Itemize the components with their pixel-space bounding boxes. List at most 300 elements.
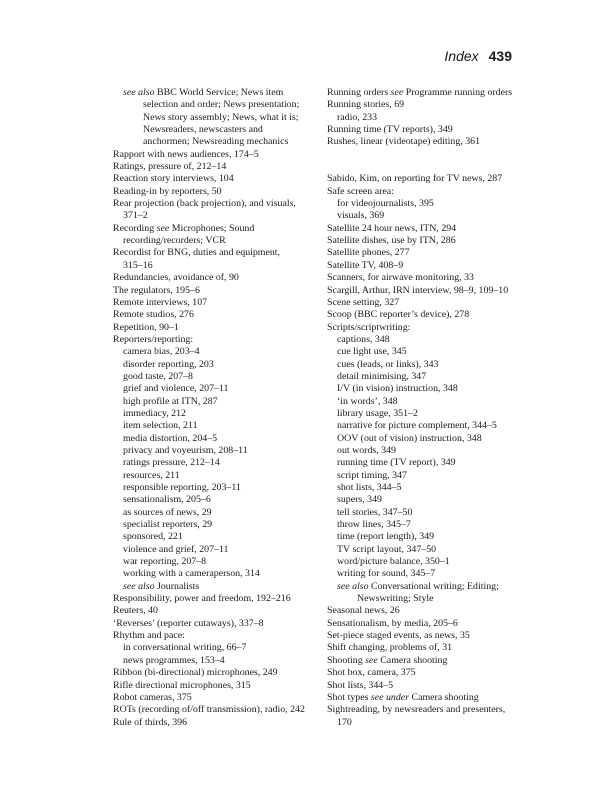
entry-text: I/V (in vision) instruction, 348 [337,383,458,395]
index-entry [327,667,529,679]
entry-text: working with a cameraperson, 314 [123,568,260,580]
index-subentry [123,87,313,149]
entry-text: The regulators, 195–6 [113,284,200,296]
index-subentry [337,507,529,519]
entry-line [123,407,313,420]
entry-line [327,309,529,321]
index-entry [327,704,529,729]
index-subentry [337,346,529,358]
entry-text: Scripts/scriptwriting: [327,321,411,333]
index-subentry [123,556,313,568]
entry-line [337,482,529,494]
entry-text: Rear projection (back projection), and visuals, [113,198,296,210]
entry-text: Recording [113,222,157,234]
entry-text: selection and order; News presentation; [143,99,300,111]
index-entry [113,605,313,617]
cross-reference-term: see also [337,580,369,592]
cross-reference-term: see under [370,691,410,703]
entry-line [337,210,529,222]
cross-reference-term: see [365,654,378,666]
entry-text: BBC World Service; News item [154,87,284,98]
entry-text: ‘in words’, 348 [337,395,398,407]
index-entry [113,173,313,185]
entry-line [123,543,313,556]
entry-text: disorder reporting, 203 [123,358,214,370]
index-entry [113,186,313,198]
entry-line [113,309,313,321]
index-entry [327,618,529,630]
index-entry [327,260,529,272]
entry-line [337,543,529,556]
entry-text: cue light use, 345 [337,346,407,358]
entry-line [113,605,313,617]
index-subentry [337,531,529,543]
entry-text: Reaction story interviews, 104 [113,173,234,185]
entry-line [113,593,313,605]
index-subentry [123,482,313,494]
entry-line [327,321,529,334]
entry-text: Newsreaders, newscasters and [143,124,263,136]
entry-line [327,642,529,654]
index-subentry [337,519,529,531]
running-header [444,48,512,64]
entry-text: anchormen; Newsreading mechanics [143,136,289,148]
cross-reference-term: see also [123,580,155,592]
entry-text: Ribbon (bi-directional) microphones, 249 [113,667,278,679]
entry-text: Rapport with news audiences, 174–5 [113,148,259,160]
cross-reference-term: see [390,87,404,98]
entry-line [327,704,529,716]
entry-line [123,531,313,543]
index-entry [327,247,529,259]
entry-text: Ratings, pressure of, 212–14 [113,161,227,173]
entry-text: Journalists [154,580,200,592]
entry-line [123,87,313,99]
entry-text: Set-piece staged events, as news, 35 [327,630,470,642]
entry-line [337,346,529,358]
entry-text: Seasonal news, 26 [327,605,400,617]
entry-line [123,420,313,432]
entry-text: Scene setting, 327 [327,296,400,308]
index-entry [327,186,529,198]
index-subentry [123,642,313,654]
entry-line [123,482,313,494]
index-subentry [337,408,529,420]
index-subentry [123,359,313,371]
entry-text: grief and violence, 207–11 [123,383,229,395]
index-subentry [337,396,529,408]
entry-line [113,148,313,161]
entry-text: Camera shooting [409,691,479,703]
entry-text: Camera shooting [377,654,448,666]
entry-text: throw lines, 345–7 [337,519,411,531]
entry-line [113,173,313,185]
entry-line [337,581,529,593]
entry-text: script timing, 347 [337,469,407,481]
entry-line [327,272,529,284]
entry-text: Shot types [327,691,371,703]
index-subentry [337,112,529,124]
index-entry [327,99,529,111]
entry-line [337,494,529,506]
index-subentry [123,581,313,593]
entry-line [123,124,313,136]
entry-text: Sabido, Kim, on reporting for TV news, 287 [327,173,503,185]
entry-line [327,87,529,99]
index-entry [327,605,529,617]
entry-text: in conversational writing, 66–7 [123,642,247,654]
index-entry [327,297,529,309]
entry-text: specialist reporters, 29 [123,519,213,531]
index-subentry [123,383,313,395]
entry-line [113,333,313,346]
index-entry [113,322,313,334]
entry-text: captions, 348 [337,333,390,345]
entry-text: Rule of thirds, 396 [113,716,188,728]
entry-line [123,99,313,111]
index-entry [327,322,529,334]
entry-text: 170 [337,716,352,728]
entry-text: Running time (TV reports), 349 [327,124,453,136]
entry-line [113,691,313,704]
index-entry [327,642,529,654]
entry-text: Scanners, for airwave monitoring, 33 [327,272,474,284]
entry-line [113,630,313,642]
entry-text: Reuters, 40 [113,605,158,617]
index-entry [327,136,529,148]
entry-line [327,605,529,617]
entry-text: narrative for picture complement, 344–5 [337,420,497,432]
entry-text: TV script layout, 347–50 [337,543,437,555]
entry-line [123,556,313,568]
entry-text: Sightreading, by newsreaders and presenters, [327,704,506,716]
entry-text: sensationalism, 205–6 [123,494,211,506]
index-subentry [337,470,529,482]
index-subentry [337,420,529,432]
index-subentry [123,396,313,408]
index-subentry [123,494,313,506]
entry-text: News story assembly; News, what it is; [143,111,299,123]
index-subentry [337,334,529,346]
entry-text: Repetition, 90–1 [113,321,179,333]
entry-text: Rifle directional microphones, 315 [113,679,251,691]
entry-line [123,370,313,383]
entry-line [337,198,529,210]
entry-text: Safe screen area: [327,185,394,197]
entry-line [123,136,313,148]
index-entry [113,247,313,272]
entry-line [123,346,313,358]
index-entry [113,630,313,642]
index-subentry [337,568,529,580]
entry-line [337,383,529,395]
entry-line [327,222,529,235]
entry-line [337,568,529,580]
index-subentry [337,210,529,222]
entry-line [327,99,529,111]
entry-text: privacy and voyeurism, 208–11 [123,444,248,456]
entry-line [337,333,529,346]
entry-line [123,654,313,667]
index-entry [113,161,313,173]
entry-text: Recordist for BNG, duties and equipment, [113,247,281,259]
index-column-left [113,87,313,729]
entry-line [113,284,313,297]
entry-line [113,704,313,716]
entry-line [113,222,313,235]
entry-text: Satellite 24 hour news, ITN, 294 [327,222,457,234]
index-subentry [123,470,313,482]
entry-line [337,358,529,371]
index-subentry [123,655,313,667]
entry-text: Scargill, Arthur, IRN interview, 98–9, 109–10 [327,284,509,296]
entry-line [337,432,529,445]
entry-line [327,259,529,272]
letter-gap [327,149,529,161]
index-subentry [123,568,313,580]
index-entry [327,285,529,297]
entry-line [337,519,529,531]
index-subentry [337,371,529,383]
entry-text: out words, 349 [337,444,396,456]
entry-text: Microphones; Sound [169,222,255,234]
entry-line [327,247,529,259]
entry-line [337,370,529,383]
entry-text: Shooting [327,654,366,666]
entry-line [327,667,529,679]
index-entry [113,618,313,630]
entry-text: Running stories, 69 [327,99,405,111]
entry-text: Shot lists, 344–5 [327,679,394,691]
entry-line [113,198,313,210]
index-entry [113,692,313,704]
index-subentry [337,359,529,371]
entry-line [337,457,529,469]
entry-text: item selection, 211 [123,420,198,432]
entry-line [337,717,529,729]
index-subentry [337,433,529,445]
index-subentry [337,198,529,210]
entry-text: Satellite TV, 408–9 [327,259,404,271]
entry-text: Remote interviews, 107 [113,296,208,308]
index-entry [113,667,313,679]
entry-line [113,161,313,173]
entry-line [327,185,529,198]
entry-line [337,420,529,432]
index-subentry [123,371,313,383]
index-entry [327,235,529,247]
index-entry [113,223,313,248]
index-subentry [337,581,529,606]
entry-text: Reporters/reporting: [113,333,194,345]
index-subentry [123,507,313,519]
entry-line [327,630,529,642]
entry-text: 315–16 [123,259,153,271]
index-subentry [337,556,529,568]
entry-text: writing for sound, 345–7 [337,568,436,580]
entry-line [113,679,313,692]
entry-line [337,444,529,457]
entry-text: tell stories, 347–50 [337,506,413,518]
entry-line [337,556,529,568]
index-entry [113,272,313,284]
entry-text: Sensationalism, by media, 205–6 [327,617,458,629]
entry-line [123,383,313,395]
index-subentry [337,544,529,556]
entry-line [337,469,529,482]
entry-text: high profile at ITN, 287 [123,395,218,407]
entry-line [123,210,313,222]
index-entry [113,593,313,605]
entry-text: camera bias, 203–4 [123,346,200,358]
entry-text: recording/recorders; VCR [123,235,226,247]
entry-text: news programmes, 153–4 [123,654,225,666]
entry-line [113,247,313,259]
index-entry [113,680,313,692]
entry-text: immediacy, 212 [123,407,186,419]
entry-line [327,679,529,692]
entry-text: media distortion, 204–5 [123,432,218,444]
entry-text: time (report length), 349 [337,531,435,543]
index-subentry [337,494,529,506]
entry-text: running time (TV report), 349 [337,457,456,469]
index-subentry [123,420,313,432]
entry-line [327,124,529,136]
entry-text: supers, 349 [337,494,382,506]
entry-line [327,654,529,667]
entry-text: Robot cameras, 375 [113,691,192,703]
entry-line [123,457,313,469]
index-entry [327,692,529,704]
index-entry [327,223,529,235]
entry-text: ‘Reverses’ (reporter cutaways), 337–8 [113,617,264,629]
entry-text: as sources of news, 29 [123,506,212,518]
index-entry [113,198,313,223]
entry-line [123,568,313,580]
entry-text: library usage, 351–2 [337,407,418,419]
entry-line [123,494,313,506]
index-subentry [123,519,313,531]
entry-text: Satellite dishes, use by ITN, 286 [327,235,456,247]
entry-line [327,296,529,309]
entry-line [113,716,313,729]
entry-line [327,136,529,148]
index-entry [327,173,529,185]
cross-reference-term: see also [123,87,155,98]
entry-line [123,444,313,457]
entry-line [123,235,313,247]
entry-text: cues (leads, or links), 343 [337,358,439,370]
entry-line [337,111,529,124]
entry-line [337,395,529,408]
entry-text: visuals, 369 [337,210,385,222]
entry-text: radio, 233 [337,111,378,123]
entry-text: ratings pressure, 212–14 [123,457,220,469]
entry-text: good taste, 207–8 [123,370,193,382]
entry-line [113,667,313,679]
entry-text: Responsibility, power and freedom, 192–216 [113,593,291,605]
entry-line [123,260,313,272]
entry-line [337,531,529,543]
index-entry [327,87,529,99]
entry-line [123,519,313,531]
index-subentry [337,383,529,395]
entry-text: Running orders [327,87,391,98]
entry-line [123,358,313,371]
index-subentry [123,433,313,445]
entry-text: Redundancies, avoidance of, 90 [113,272,239,284]
entry-text: Rhythm and pace: [113,630,185,642]
entry-text: Remote studios, 276 [113,309,194,321]
index-subentry [123,408,313,420]
entry-line [123,112,313,124]
entry-text: word/picture balance, 350–1 [337,556,450,568]
entry-line [337,593,529,605]
index-entry [327,124,529,136]
entry-line [113,617,313,630]
entry-text: Shot box, camera, 375 [327,667,416,679]
entry-line [327,284,529,297]
index-entry [113,297,313,309]
entry-line [337,407,529,420]
entry-line [327,235,529,247]
entry-text: Shift changing, problems of, 31 [327,642,453,654]
entry-text: Rushes, linear (videotape) editing, 361 [327,136,481,148]
index-entry [113,285,313,297]
index-entry [327,680,529,692]
entry-text: responsible reporting, 203–11 [123,482,241,493]
entry-text: Scoop (BBC reporter’s device), 278 [327,309,470,321]
entry-text: Programme running orders [403,87,513,98]
entry-text: resources, 211 [123,469,180,481]
entry-text: Newswriting; Style [357,593,434,605]
entry-line [123,395,313,408]
entry-line [327,617,529,630]
index-entry [327,309,529,321]
entry-text: detail minimising, 347 [337,370,427,382]
entry-line [123,506,313,519]
index-subentry [123,445,313,457]
index-subentry [337,445,529,457]
index-entry [113,309,313,321]
entry-text: war reporting, 207–8 [123,556,207,568]
entry-text: Conversational writing; Editing; [368,580,499,592]
section-title: Index [444,48,479,64]
entry-line [327,173,529,185]
entry-text: shot lists, 344–5 [337,482,402,493]
entry-line [113,185,313,198]
entry-text: sponsored, 221 [123,531,183,543]
entry-line [123,469,313,482]
index-entry [327,630,529,642]
entry-line [123,580,313,593]
index-entry [327,655,529,667]
entry-line [113,321,313,334]
entry-line [113,272,313,284]
index-entry [113,717,313,729]
index-entry [113,149,313,161]
index-entry [113,334,313,346]
entry-text: violence and grief, 207–11 [123,543,229,555]
entry-line [123,642,313,654]
index-subentry [123,457,313,469]
entry-text: 371–2 [123,210,148,222]
index-entry [113,704,313,716]
entry-text: OOV (out of vision) instruction, 348 [337,432,482,444]
index-subentry [123,531,313,543]
entry-line [113,296,313,309]
entry-text: ROTs (recording of/off transmission), radio, 242 [113,704,305,716]
